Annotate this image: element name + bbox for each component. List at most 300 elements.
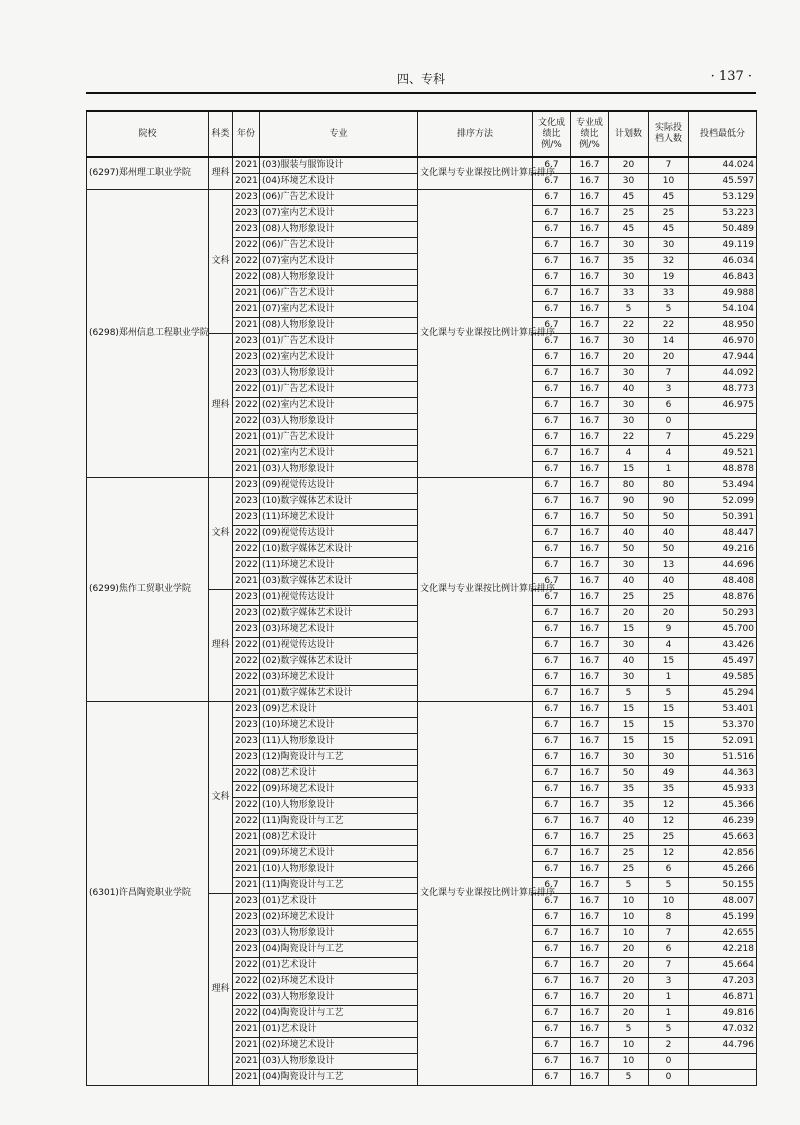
min-score-cell: 45.366 (689, 798, 757, 814)
min-score-cell: 49.988 (689, 286, 757, 302)
major-cell: (04)陶瓷设计与工艺 (260, 942, 418, 958)
plan-cell: 80 (609, 478, 649, 494)
actual-cell: 5 (649, 302, 689, 318)
col-culture-ratio: 文化成绩比例/% (533, 111, 571, 157)
major-cell: (03)人物形象设计 (260, 926, 418, 942)
culture-ratio-cell: 6.7 (533, 878, 571, 894)
major-cell: (04)陶瓷设计与工艺 (260, 1070, 418, 1086)
min-score-cell: 48.447 (689, 526, 757, 542)
major-cell: (01)数字媒体艺术设计 (260, 686, 418, 702)
major-cell: (10)人物形象设计 (260, 862, 418, 878)
major-ratio-cell: 16.7 (571, 206, 609, 222)
sort-method: 文化课与专业课按比例计算后排序 (418, 157, 533, 190)
year-cell: 2023 (233, 942, 260, 958)
table-row (87, 190, 757, 206)
plan-cell: 30 (609, 174, 649, 190)
plan-cell: 25 (609, 846, 649, 862)
actual-cell: 0 (649, 1070, 689, 1086)
culture-ratio-cell: 6.7 (533, 254, 571, 270)
category-cell: 理科 (209, 590, 233, 702)
culture-ratio-cell: 6.7 (533, 366, 571, 382)
culture-ratio-cell: 6.7 (533, 462, 571, 478)
major-ratio-cell: 16.7 (571, 286, 609, 302)
plan-cell: 10 (609, 894, 649, 910)
year-cell: 2021 (233, 686, 260, 702)
actual-cell: 7 (649, 366, 689, 382)
year-cell: 2023 (233, 350, 260, 366)
culture-ratio-cell: 6.7 (533, 190, 571, 206)
plan-cell: 90 (609, 494, 649, 510)
plan-cell: 50 (609, 766, 649, 782)
actual-cell: 3 (649, 974, 689, 990)
actual-cell: 10 (649, 174, 689, 190)
major-ratio-cell: 16.7 (571, 302, 609, 318)
school-name: (6298)郑州信息工程职业学院 (87, 190, 209, 478)
major-ratio-cell: 16.7 (571, 910, 609, 926)
plan-cell: 22 (609, 430, 649, 446)
plan-cell: 30 (609, 670, 649, 686)
actual-cell: 4 (649, 446, 689, 462)
major-cell: (11)人物形象设计 (260, 734, 418, 750)
school-name: (6299)焦作工贸职业学院 (87, 478, 209, 702)
major-cell: (07)室内艺术设计 (260, 302, 418, 318)
actual-cell: 1 (649, 1006, 689, 1022)
major-ratio-cell: 16.7 (571, 238, 609, 254)
year-cell: 2023 (233, 366, 260, 382)
year-cell: 2021 (233, 846, 260, 862)
culture-ratio-cell: 6.7 (533, 558, 571, 574)
plan-cell: 5 (609, 1070, 649, 1086)
major-ratio-cell: 16.7 (571, 462, 609, 478)
min-score-cell: 45.199 (689, 910, 757, 926)
plan-cell: 22 (609, 318, 649, 334)
major-ratio-cell: 16.7 (571, 926, 609, 942)
plan-cell: 45 (609, 190, 649, 206)
year-cell: 2021 (233, 862, 260, 878)
major-cell: (09)艺术设计 (260, 702, 418, 718)
actual-cell: 33 (649, 286, 689, 302)
major-ratio-cell: 16.7 (571, 734, 609, 750)
plan-cell: 30 (609, 398, 649, 414)
col-major-ratio: 专业成绩比例/% (571, 111, 609, 157)
culture-ratio-cell: 6.7 (533, 670, 571, 686)
year-cell: 2021 (233, 1022, 260, 1038)
actual-cell: 15 (649, 718, 689, 734)
major-cell: (10)人物形象设计 (260, 798, 418, 814)
year-cell: 2021 (233, 157, 260, 174)
culture-ratio-cell: 6.7 (533, 750, 571, 766)
culture-ratio-cell: 6.7 (533, 782, 571, 798)
major-ratio-cell: 16.7 (571, 1054, 609, 1070)
year-cell: 2022 (233, 270, 260, 286)
year-cell: 2023 (233, 510, 260, 526)
major-ratio-cell: 16.7 (571, 430, 609, 446)
culture-ratio-cell: 6.7 (533, 414, 571, 430)
plan-cell: 25 (609, 862, 649, 878)
culture-ratio-cell: 6.7 (533, 222, 571, 238)
major-cell: (03)人物形象设计 (260, 462, 418, 478)
year-cell: 2023 (233, 926, 260, 942)
major-cell: (01)广告艺术设计 (260, 430, 418, 446)
actual-cell: 40 (649, 574, 689, 590)
major-ratio-cell: 16.7 (571, 990, 609, 1006)
major-cell: (11)环境艺术设计 (260, 510, 418, 526)
section-title: 四、专科 (396, 72, 445, 86)
culture-ratio-cell: 6.7 (533, 206, 571, 222)
major-ratio-cell: 16.7 (571, 750, 609, 766)
year-cell: 2021 (233, 286, 260, 302)
min-score-cell: 45.497 (689, 654, 757, 670)
year-cell: 2022 (233, 382, 260, 398)
major-cell: (03)人物形象设计 (260, 414, 418, 430)
actual-cell: 15 (649, 734, 689, 750)
major-cell: (08)人物形象设计 (260, 270, 418, 286)
actual-cell: 10 (649, 894, 689, 910)
plan-cell: 5 (609, 1022, 649, 1038)
year-cell: 2022 (233, 238, 260, 254)
year-cell: 2021 (233, 430, 260, 446)
major-cell: (02)环境艺术设计 (260, 974, 418, 990)
plan-cell: 25 (609, 590, 649, 606)
plan-cell: 5 (609, 686, 649, 702)
year-cell: 2023 (233, 734, 260, 750)
culture-ratio-cell: 6.7 (533, 766, 571, 782)
actual-cell: 12 (649, 798, 689, 814)
actual-cell: 6 (649, 862, 689, 878)
min-score-cell: 45.663 (689, 830, 757, 846)
actual-cell: 14 (649, 334, 689, 350)
actual-cell: 12 (649, 846, 689, 862)
major-ratio-cell: 16.7 (571, 878, 609, 894)
min-score-cell: 46.034 (689, 254, 757, 270)
year-cell: 2023 (233, 750, 260, 766)
actual-cell: 8 (649, 910, 689, 926)
major-cell: (02)室内艺术设计 (260, 350, 418, 366)
year-cell: 2023 (233, 190, 260, 206)
major-ratio-cell: 16.7 (571, 1070, 609, 1086)
table-row (87, 157, 757, 174)
year-cell: 2022 (233, 1006, 260, 1022)
major-ratio-cell: 16.7 (571, 606, 609, 622)
actual-cell: 1 (649, 670, 689, 686)
culture-ratio-cell: 6.7 (533, 1038, 571, 1054)
min-score-cell: 43.426 (689, 638, 757, 654)
major-cell: (01)视觉传达设计 (260, 638, 418, 654)
year-cell: 2022 (233, 254, 260, 270)
plan-cell: 35 (609, 254, 649, 270)
culture-ratio-cell: 6.7 (533, 622, 571, 638)
year-cell: 2023 (233, 622, 260, 638)
plan-cell: 50 (609, 542, 649, 558)
major-cell: (02)数字媒体艺术设计 (260, 654, 418, 670)
culture-ratio-cell: 6.7 (533, 862, 571, 878)
plan-cell: 45 (609, 222, 649, 238)
major-ratio-cell: 16.7 (571, 1038, 609, 1054)
school-name: (6301)许昌陶瓷职业学院 (87, 702, 209, 1086)
min-score-cell: 53.129 (689, 190, 757, 206)
major-ratio-cell: 16.7 (571, 1022, 609, 1038)
col-method: 排序方法 (418, 111, 533, 157)
major-ratio-cell: 16.7 (571, 494, 609, 510)
actual-cell: 9 (649, 622, 689, 638)
min-score-cell: 45.229 (689, 430, 757, 446)
year-cell: 2023 (233, 590, 260, 606)
culture-ratio-cell: 6.7 (533, 334, 571, 350)
actual-cell: 13 (649, 558, 689, 574)
plan-cell: 15 (609, 462, 649, 478)
min-score-cell: 50.489 (689, 222, 757, 238)
min-score-cell: 49.216 (689, 542, 757, 558)
major-ratio-cell: 16.7 (571, 670, 609, 686)
major-ratio-cell: 16.7 (571, 510, 609, 526)
plan-cell: 5 (609, 878, 649, 894)
min-score-cell (689, 1054, 757, 1070)
col-major: 专业 (260, 111, 418, 157)
min-score-cell: 44.696 (689, 558, 757, 574)
culture-ratio-cell: 6.7 (533, 702, 571, 718)
min-score-cell: 47.944 (689, 350, 757, 366)
major-ratio-cell: 16.7 (571, 862, 609, 878)
min-score-cell: 51.516 (689, 750, 757, 766)
min-score-cell: 44.796 (689, 1038, 757, 1054)
major-ratio-cell: 16.7 (571, 814, 609, 830)
major-cell: (12)陶瓷设计与工艺 (260, 750, 418, 766)
culture-ratio-cell: 6.7 (533, 1070, 571, 1086)
major-cell: (09)视觉传达设计 (260, 526, 418, 542)
plan-cell: 30 (609, 366, 649, 382)
major-ratio-cell: 16.7 (571, 782, 609, 798)
actual-cell: 6 (649, 942, 689, 958)
year-cell: 2022 (233, 558, 260, 574)
major-ratio-cell: 16.7 (571, 638, 609, 654)
plan-cell: 30 (609, 750, 649, 766)
actual-cell: 32 (649, 254, 689, 270)
min-score-cell (689, 414, 757, 430)
min-score-cell: 48.773 (689, 382, 757, 398)
min-score-cell: 49.816 (689, 1006, 757, 1022)
major-cell: (10)环境艺术设计 (260, 718, 418, 734)
min-score-cell: 53.223 (689, 206, 757, 222)
culture-ratio-cell: 6.7 (533, 270, 571, 286)
major-ratio-cell: 16.7 (571, 526, 609, 542)
major-ratio-cell: 16.7 (571, 590, 609, 606)
culture-ratio-cell: 6.7 (533, 382, 571, 398)
actual-cell: 1 (649, 462, 689, 478)
actual-cell: 7 (649, 430, 689, 446)
culture-ratio-cell: 6.7 (533, 398, 571, 414)
culture-ratio-cell: 6.7 (533, 1054, 571, 1070)
actual-cell: 35 (649, 782, 689, 798)
category-cell: 理科 (209, 894, 233, 1086)
year-cell: 2021 (233, 318, 260, 334)
min-score-cell: 42.856 (689, 846, 757, 862)
major-ratio-cell: 16.7 (571, 574, 609, 590)
major-cell: (09)环境艺术设计 (260, 846, 418, 862)
col-school: 院校 (87, 111, 209, 157)
year-cell: 2023 (233, 910, 260, 926)
min-score-cell: 54.104 (689, 302, 757, 318)
culture-ratio-cell: 6.7 (533, 894, 571, 910)
min-score-cell: 45.664 (689, 958, 757, 974)
major-cell: (03)环境艺术设计 (260, 622, 418, 638)
min-score-cell: 48.876 (689, 590, 757, 606)
min-score-cell: 46.239 (689, 814, 757, 830)
major-ratio-cell: 16.7 (571, 958, 609, 974)
year-cell: 2023 (233, 206, 260, 222)
major-ratio-cell: 16.7 (571, 798, 609, 814)
plan-cell: 15 (609, 734, 649, 750)
major-cell: (01)视觉传达设计 (260, 590, 418, 606)
year-cell: 2023 (233, 334, 260, 350)
sort-method: 文化课与专业课按比例计算后排序 (418, 702, 533, 1086)
actual-cell: 0 (649, 414, 689, 430)
major-ratio-cell: 16.7 (571, 254, 609, 270)
actual-cell: 50 (649, 542, 689, 558)
culture-ratio-cell: 6.7 (533, 654, 571, 670)
min-score-cell: 49.119 (689, 238, 757, 254)
culture-ratio-cell: 6.7 (533, 478, 571, 494)
plan-cell: 30 (609, 414, 649, 430)
culture-ratio-cell: 6.7 (533, 446, 571, 462)
plan-cell: 25 (609, 830, 649, 846)
major-ratio-cell: 16.7 (571, 1006, 609, 1022)
culture-ratio-cell: 6.7 (533, 798, 571, 814)
header-rule (86, 92, 756, 94)
year-cell: 2021 (233, 446, 260, 462)
min-score-cell: 47.032 (689, 1022, 757, 1038)
culture-ratio-cell: 6.7 (533, 814, 571, 830)
actual-cell: 90 (649, 494, 689, 510)
major-ratio-cell: 16.7 (571, 846, 609, 862)
year-cell: 2022 (233, 542, 260, 558)
major-cell: (01)广告艺术设计 (260, 334, 418, 350)
culture-ratio-cell: 6.7 (533, 174, 571, 190)
year-cell: 2021 (233, 830, 260, 846)
major-cell: (02)室内艺术设计 (260, 398, 418, 414)
year-cell: 2022 (233, 526, 260, 542)
actual-cell: 5 (649, 878, 689, 894)
major-cell: (02)环境艺术设计 (260, 1038, 418, 1054)
culture-ratio-cell: 6.7 (533, 302, 571, 318)
actual-cell: 49 (649, 766, 689, 782)
page-header (86, 68, 756, 90)
plan-cell: 15 (609, 622, 649, 638)
year-cell: 2023 (233, 606, 260, 622)
major-cell: (09)视觉传达设计 (260, 478, 418, 494)
major-cell: (06)广告艺术设计 (260, 286, 418, 302)
major-cell: (06)广告艺术设计 (260, 190, 418, 206)
year-cell: 2023 (233, 478, 260, 494)
col-category: 科类 (209, 111, 233, 157)
min-score-cell: 46.871 (689, 990, 757, 1006)
year-cell: 2022 (233, 814, 260, 830)
plan-cell: 30 (609, 558, 649, 574)
year-cell: 2022 (233, 798, 260, 814)
actual-cell: 45 (649, 190, 689, 206)
year-cell: 2022 (233, 782, 260, 798)
plan-cell: 35 (609, 798, 649, 814)
plan-cell: 20 (609, 942, 649, 958)
culture-ratio-cell: 6.7 (533, 718, 571, 734)
major-cell: (03)数字媒体艺术设计 (260, 574, 418, 590)
major-cell: (03)环境艺术设计 (260, 670, 418, 686)
plan-cell: 20 (609, 974, 649, 990)
min-score-cell: 42.655 (689, 926, 757, 942)
actual-cell: 25 (649, 830, 689, 846)
culture-ratio-cell: 6.7 (533, 157, 571, 174)
major-cell: (01)广告艺术设计 (260, 382, 418, 398)
major-cell: (11)环境艺术设计 (260, 558, 418, 574)
actual-cell: 3 (649, 382, 689, 398)
major-cell: (02)室内艺术设计 (260, 446, 418, 462)
actual-cell: 0 (649, 1054, 689, 1070)
year-cell: 2022 (233, 990, 260, 1006)
plan-cell: 20 (609, 990, 649, 1006)
major-ratio-cell: 16.7 (571, 718, 609, 734)
min-score-cell: 46.970 (689, 334, 757, 350)
major-ratio-cell: 16.7 (571, 318, 609, 334)
actual-cell: 7 (649, 958, 689, 974)
actual-cell: 19 (649, 270, 689, 286)
page-number: · 137 · (710, 69, 752, 84)
plan-cell: 33 (609, 286, 649, 302)
year-cell: 2022 (233, 958, 260, 974)
col-plan: 计划数 (609, 111, 649, 157)
plan-cell: 40 (609, 526, 649, 542)
school-name: (6297)郑州理工职业学院 (87, 157, 209, 190)
min-score-cell: 53.401 (689, 702, 757, 718)
table-body (87, 157, 757, 1086)
year-cell: 2021 (233, 462, 260, 478)
major-cell: (10)数字媒体艺术设计 (260, 542, 418, 558)
major-ratio-cell: 16.7 (571, 174, 609, 190)
major-ratio-cell: 16.7 (571, 974, 609, 990)
min-score-cell: 42.218 (689, 942, 757, 958)
plan-cell: 10 (609, 1054, 649, 1070)
min-score-cell: 49.521 (689, 446, 757, 462)
major-ratio-cell: 16.7 (571, 542, 609, 558)
major-cell: (08)艺术设计 (260, 830, 418, 846)
min-score-cell: 50.293 (689, 606, 757, 622)
major-cell: (08)人物形象设计 (260, 222, 418, 238)
major-ratio-cell: 16.7 (571, 398, 609, 414)
actual-cell: 7 (649, 926, 689, 942)
culture-ratio-cell: 6.7 (533, 238, 571, 254)
plan-cell: 50 (609, 510, 649, 526)
culture-ratio-cell: 6.7 (533, 590, 571, 606)
plan-cell: 30 (609, 238, 649, 254)
min-score-cell: 44.024 (689, 157, 757, 174)
year-cell: 2022 (233, 414, 260, 430)
culture-ratio-cell: 6.7 (533, 990, 571, 1006)
culture-ratio-cell: 6.7 (533, 350, 571, 366)
actual-cell: 15 (649, 702, 689, 718)
major-cell: (08)艺术设计 (260, 766, 418, 782)
plan-cell: 10 (609, 926, 649, 942)
year-cell: 2021 (233, 1070, 260, 1086)
min-score-cell: 47.203 (689, 974, 757, 990)
year-cell: 2022 (233, 766, 260, 782)
year-cell: 2021 (233, 1038, 260, 1054)
year-cell: 2023 (233, 494, 260, 510)
culture-ratio-cell: 6.7 (533, 974, 571, 990)
min-score-cell: 44.363 (689, 766, 757, 782)
culture-ratio-cell: 6.7 (533, 942, 571, 958)
year-cell: 2021 (233, 1054, 260, 1070)
major-cell: (11)陶瓷设计与工艺 (260, 814, 418, 830)
year-cell: 2021 (233, 174, 260, 190)
plan-cell: 20 (609, 1006, 649, 1022)
